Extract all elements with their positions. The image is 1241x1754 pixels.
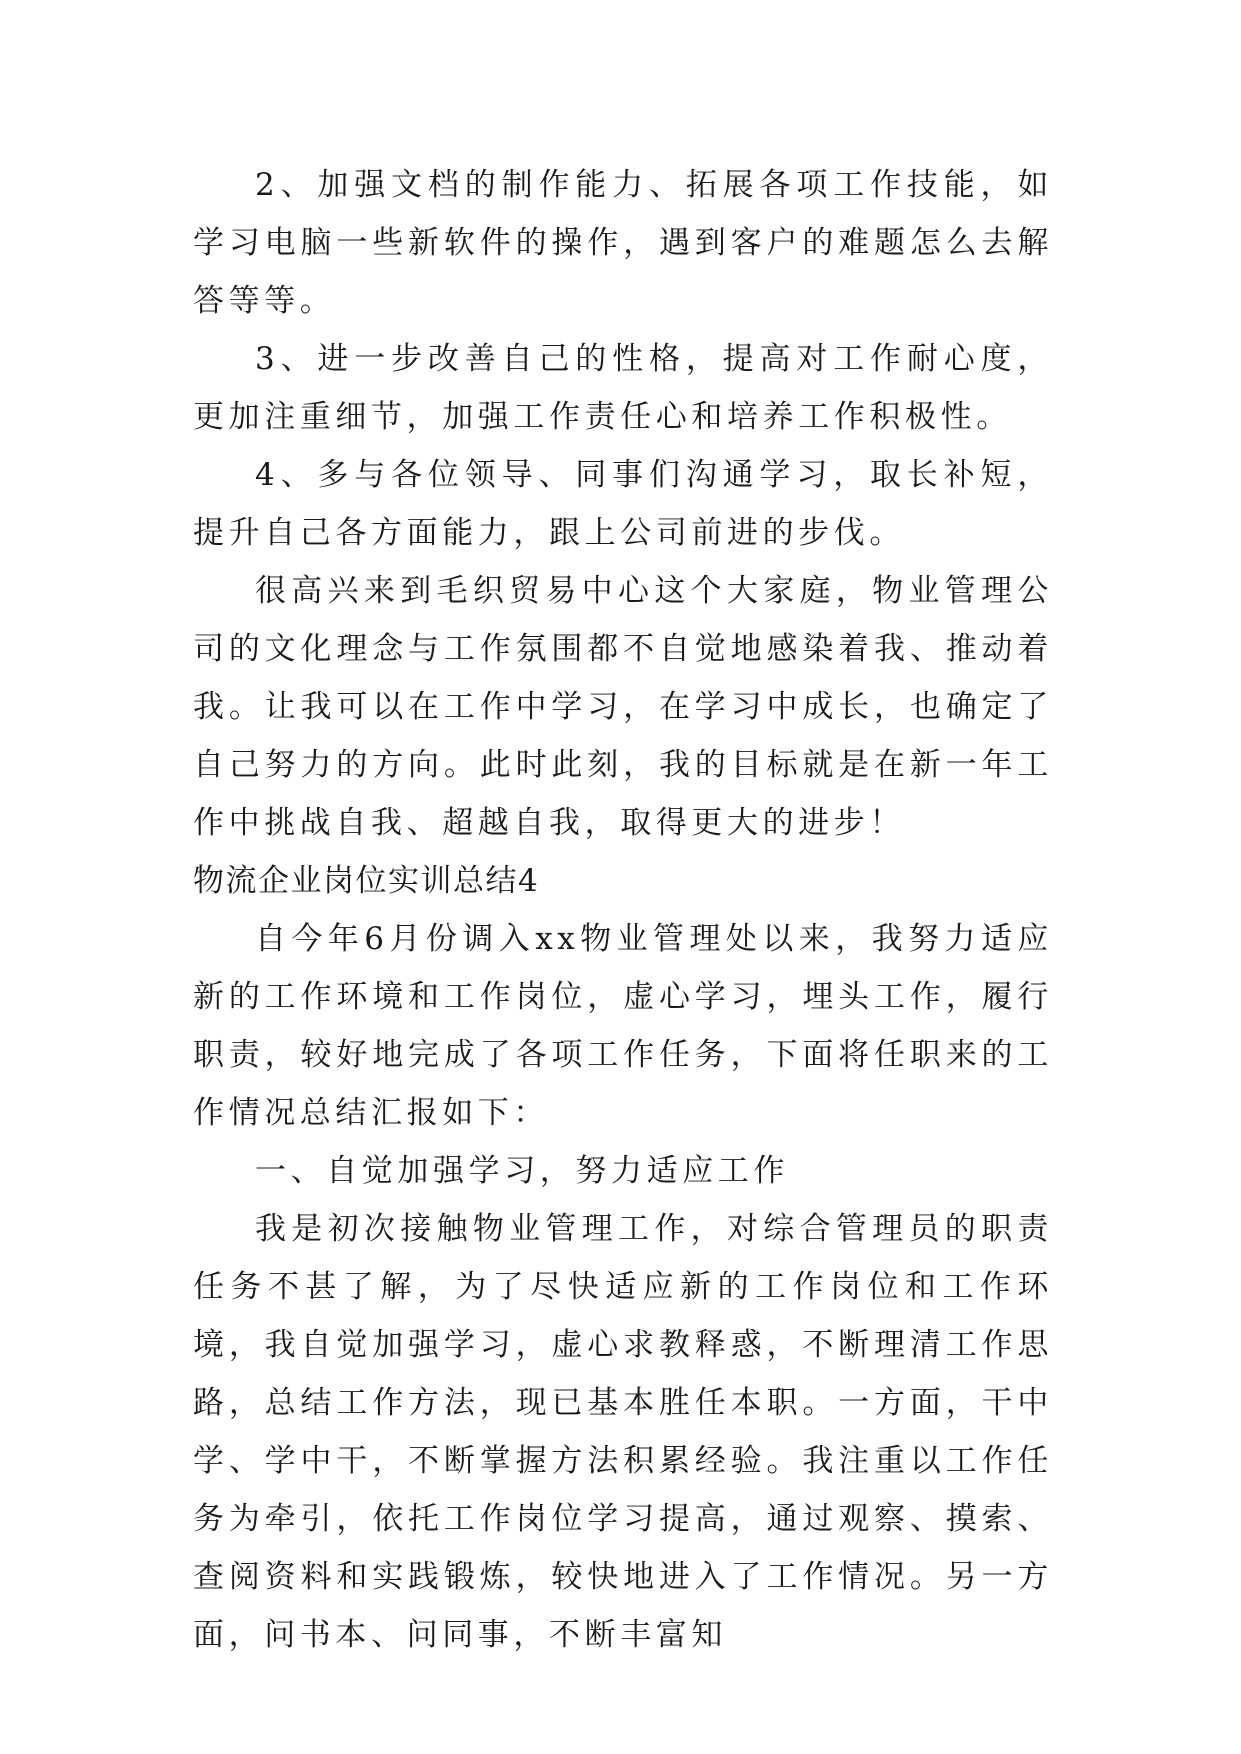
paragraph-item-3: 3、进一步改善自己的性格，提高对工作耐心度，更加注重细节，加强工作责任心和培养工作积极性。 [193, 341, 1053, 435]
paragraph-item-4: 4、多与各位领导、同事们沟通学习，取长补短，提升自己各方面能力，跟上公司前进的步伐。 [193, 457, 1053, 551]
document-body [193, 156, 1053, 1664]
paragraph-learning: 我是初次接触物业管理工作，对综合管理员的职责任务不甚了解，为了尽快适应新的工作岗位和工作环境，我自觉加强学习，虚心求教释惑，不断理清工作思路，总结工作方法，现已基本胜任本职。一方面，干中学、学中干，不断掌握方法积累经验。我注重以工作任务为牵引，依托工作岗位学习提高，通过观察、摸索、查阅资料和实践锻炼，较快地进入了工作情况。另一方面，问书本、问同事，不断丰富知 [193, 1211, 1053, 1653]
section-heading: 物流企业岗位实训总结4 [193, 863, 540, 899]
paragraph-item-2: 2、加强文档的制作能力、拓展各项工作技能，如学习电脑一些新软件的操作，遇到客户的难题怎么去解答等等。 [193, 167, 1053, 319]
paragraph-closing: 很高兴来到毛织贸易中心这个大家庭，物业管理公司的文化理念与工作氛围都不自觉地感染着我、推动着我。让我可以在工作中学习，在学习中成长，也确定了自己努力的方向。此时此刻，我的目标就是在新一年工作中挑战自我、超越自我，取得更大的进步！ [193, 573, 1053, 841]
paragraph-intro: 自今年6月份调入xx物业管理处以来，我努力适应新的工作环境和工作岗位，虚心学习，埋头工作，履行职责，较好地完成了各项工作任务，下面将任职来的工作情况总结汇报如下： [193, 921, 1053, 1131]
subsection-heading: 一、自觉加强学习，努力适应工作 [255, 1153, 789, 1189]
